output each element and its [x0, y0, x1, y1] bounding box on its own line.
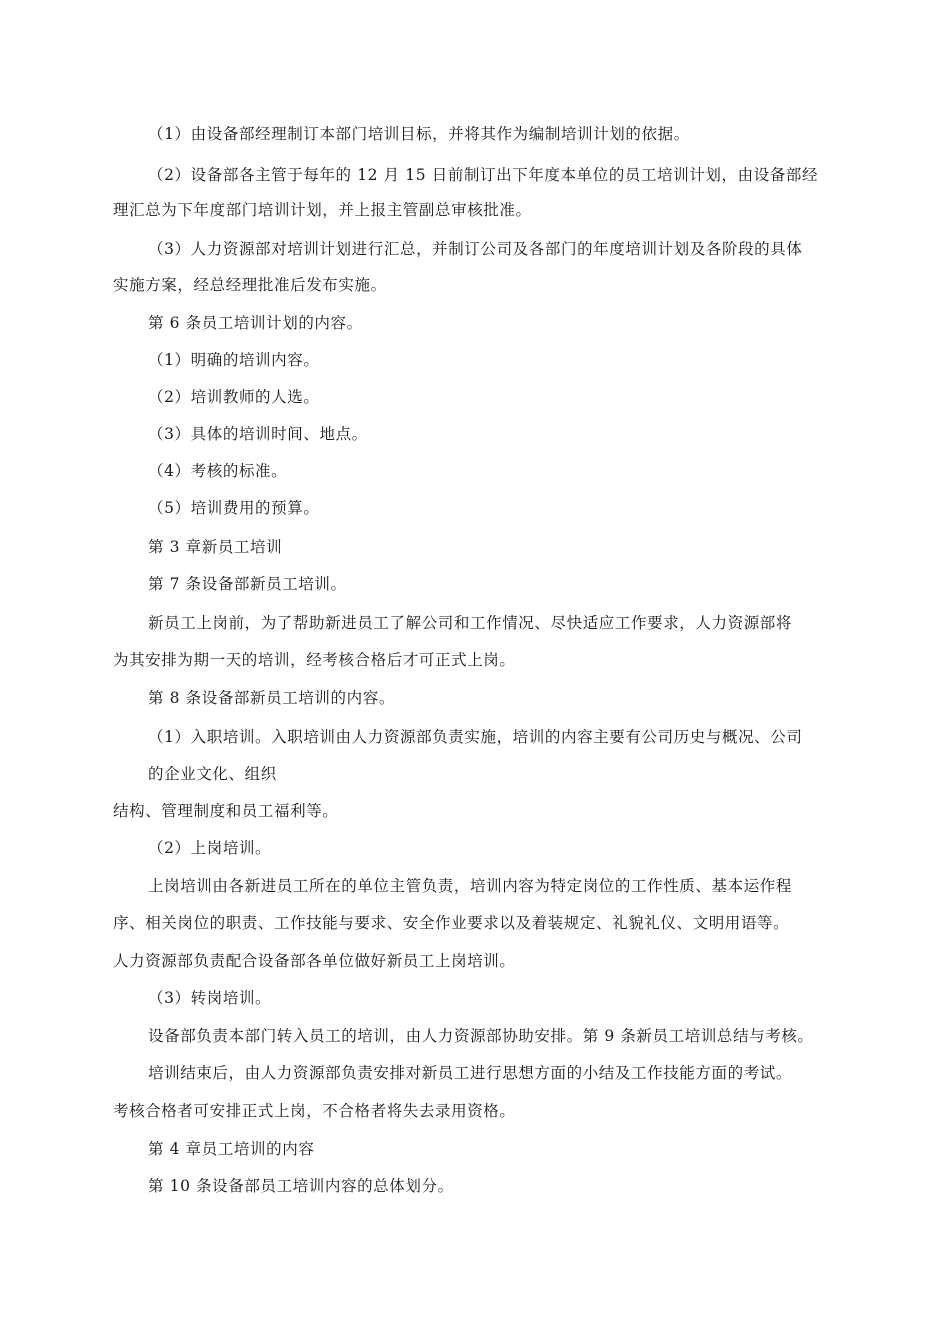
paragraph-line: （2）设备部各主管于每年的 12 月 15 日前制订出下年度本单位的员工培训计划，由设备部经	[148, 166, 819, 184]
paragraph-line: 人力资源部负责配合设备部各单位做好新员工上岗培训。	[113, 952, 516, 970]
paragraph-line: 为其安排为期一天的培训，经考核合格后才可正式上岗。	[113, 651, 516, 669]
chapter-heading: 第 4 章员工培训的内容	[148, 1140, 315, 1158]
list-item: （2）培训教师的人选。	[148, 388, 320, 406]
list-item: （1）明确的培训内容。	[148, 351, 320, 369]
paragraph-line: （3）人力资源部对培训计划进行汇总，并制订公司及各部门的年度培训计划及各阶段的具体	[148, 240, 803, 258]
list-item: （5）培训费用的预算。	[148, 499, 320, 517]
paragraph-line: 序、相关岗位的职责、工作技能与要求、安全作业要求以及着装规定、礼貌礼仪、文明用语等。	[113, 914, 790, 932]
list-item: （3）具体的培训时间、地点。	[148, 425, 368, 443]
paragraph-line: 考核合格者可安排正式上岗，不合格者将失去录用资格。	[113, 1102, 516, 1120]
list-item: （4）考核的标准。	[148, 462, 288, 480]
chapter-heading: 第 3 章新员工培训	[148, 538, 283, 556]
paragraph-line: （1）由设备部经理制订本部门培训目标，并将其作为编制培训计划的依据。	[148, 125, 690, 143]
paragraph-line: 设备部负责本部门转入员工的培训，由人力资源部协助安排。第 9 条新员工培训总结与考核。	[148, 1027, 814, 1045]
paragraph-line: 新员工上岗前，为了帮助新进员工了解公司和工作情况、尽快适应工作要求，人力资源部将	[148, 614, 793, 632]
article-heading: 第 8 条设备部新员工培训的内容。	[148, 689, 395, 707]
article-heading: 第 10 条设备部员工培训内容的总体划分。	[148, 1177, 454, 1195]
paragraph-line: 理汇总为下年度部门培训计划，并上报主管副总审核批准。	[113, 201, 532, 219]
list-item: （2）上岗培训。	[148, 839, 272, 857]
paragraph-line: 实施方案，经总经理批准后发布实施。	[113, 276, 387, 294]
list-item: （3）转岗培训。	[148, 989, 272, 1007]
article-heading: 第 6 条员工培训计划的内容。	[148, 314, 363, 332]
paragraph-line: 上岗培训由各新进员工所在的单位主管负责，培训内容为特定岗位的工作性质、基本运作程	[148, 877, 793, 895]
paragraph-line: 的企业文化、组织	[148, 765, 277, 783]
paragraph-line: 结构、管理制度和员工福利等。	[113, 802, 339, 820]
paragraph-line: （1）入职培训。入职培训由人力资源部负责实施，培训的内容主要有公司历史与概况、公司	[148, 728, 803, 746]
paragraph-line: 培训结束后，由人力资源部负责安排对新员工进行思想方面的小结及工作技能方面的考试。	[148, 1064, 793, 1082]
article-heading: 第 7 条设备部新员工培训。	[148, 575, 347, 593]
